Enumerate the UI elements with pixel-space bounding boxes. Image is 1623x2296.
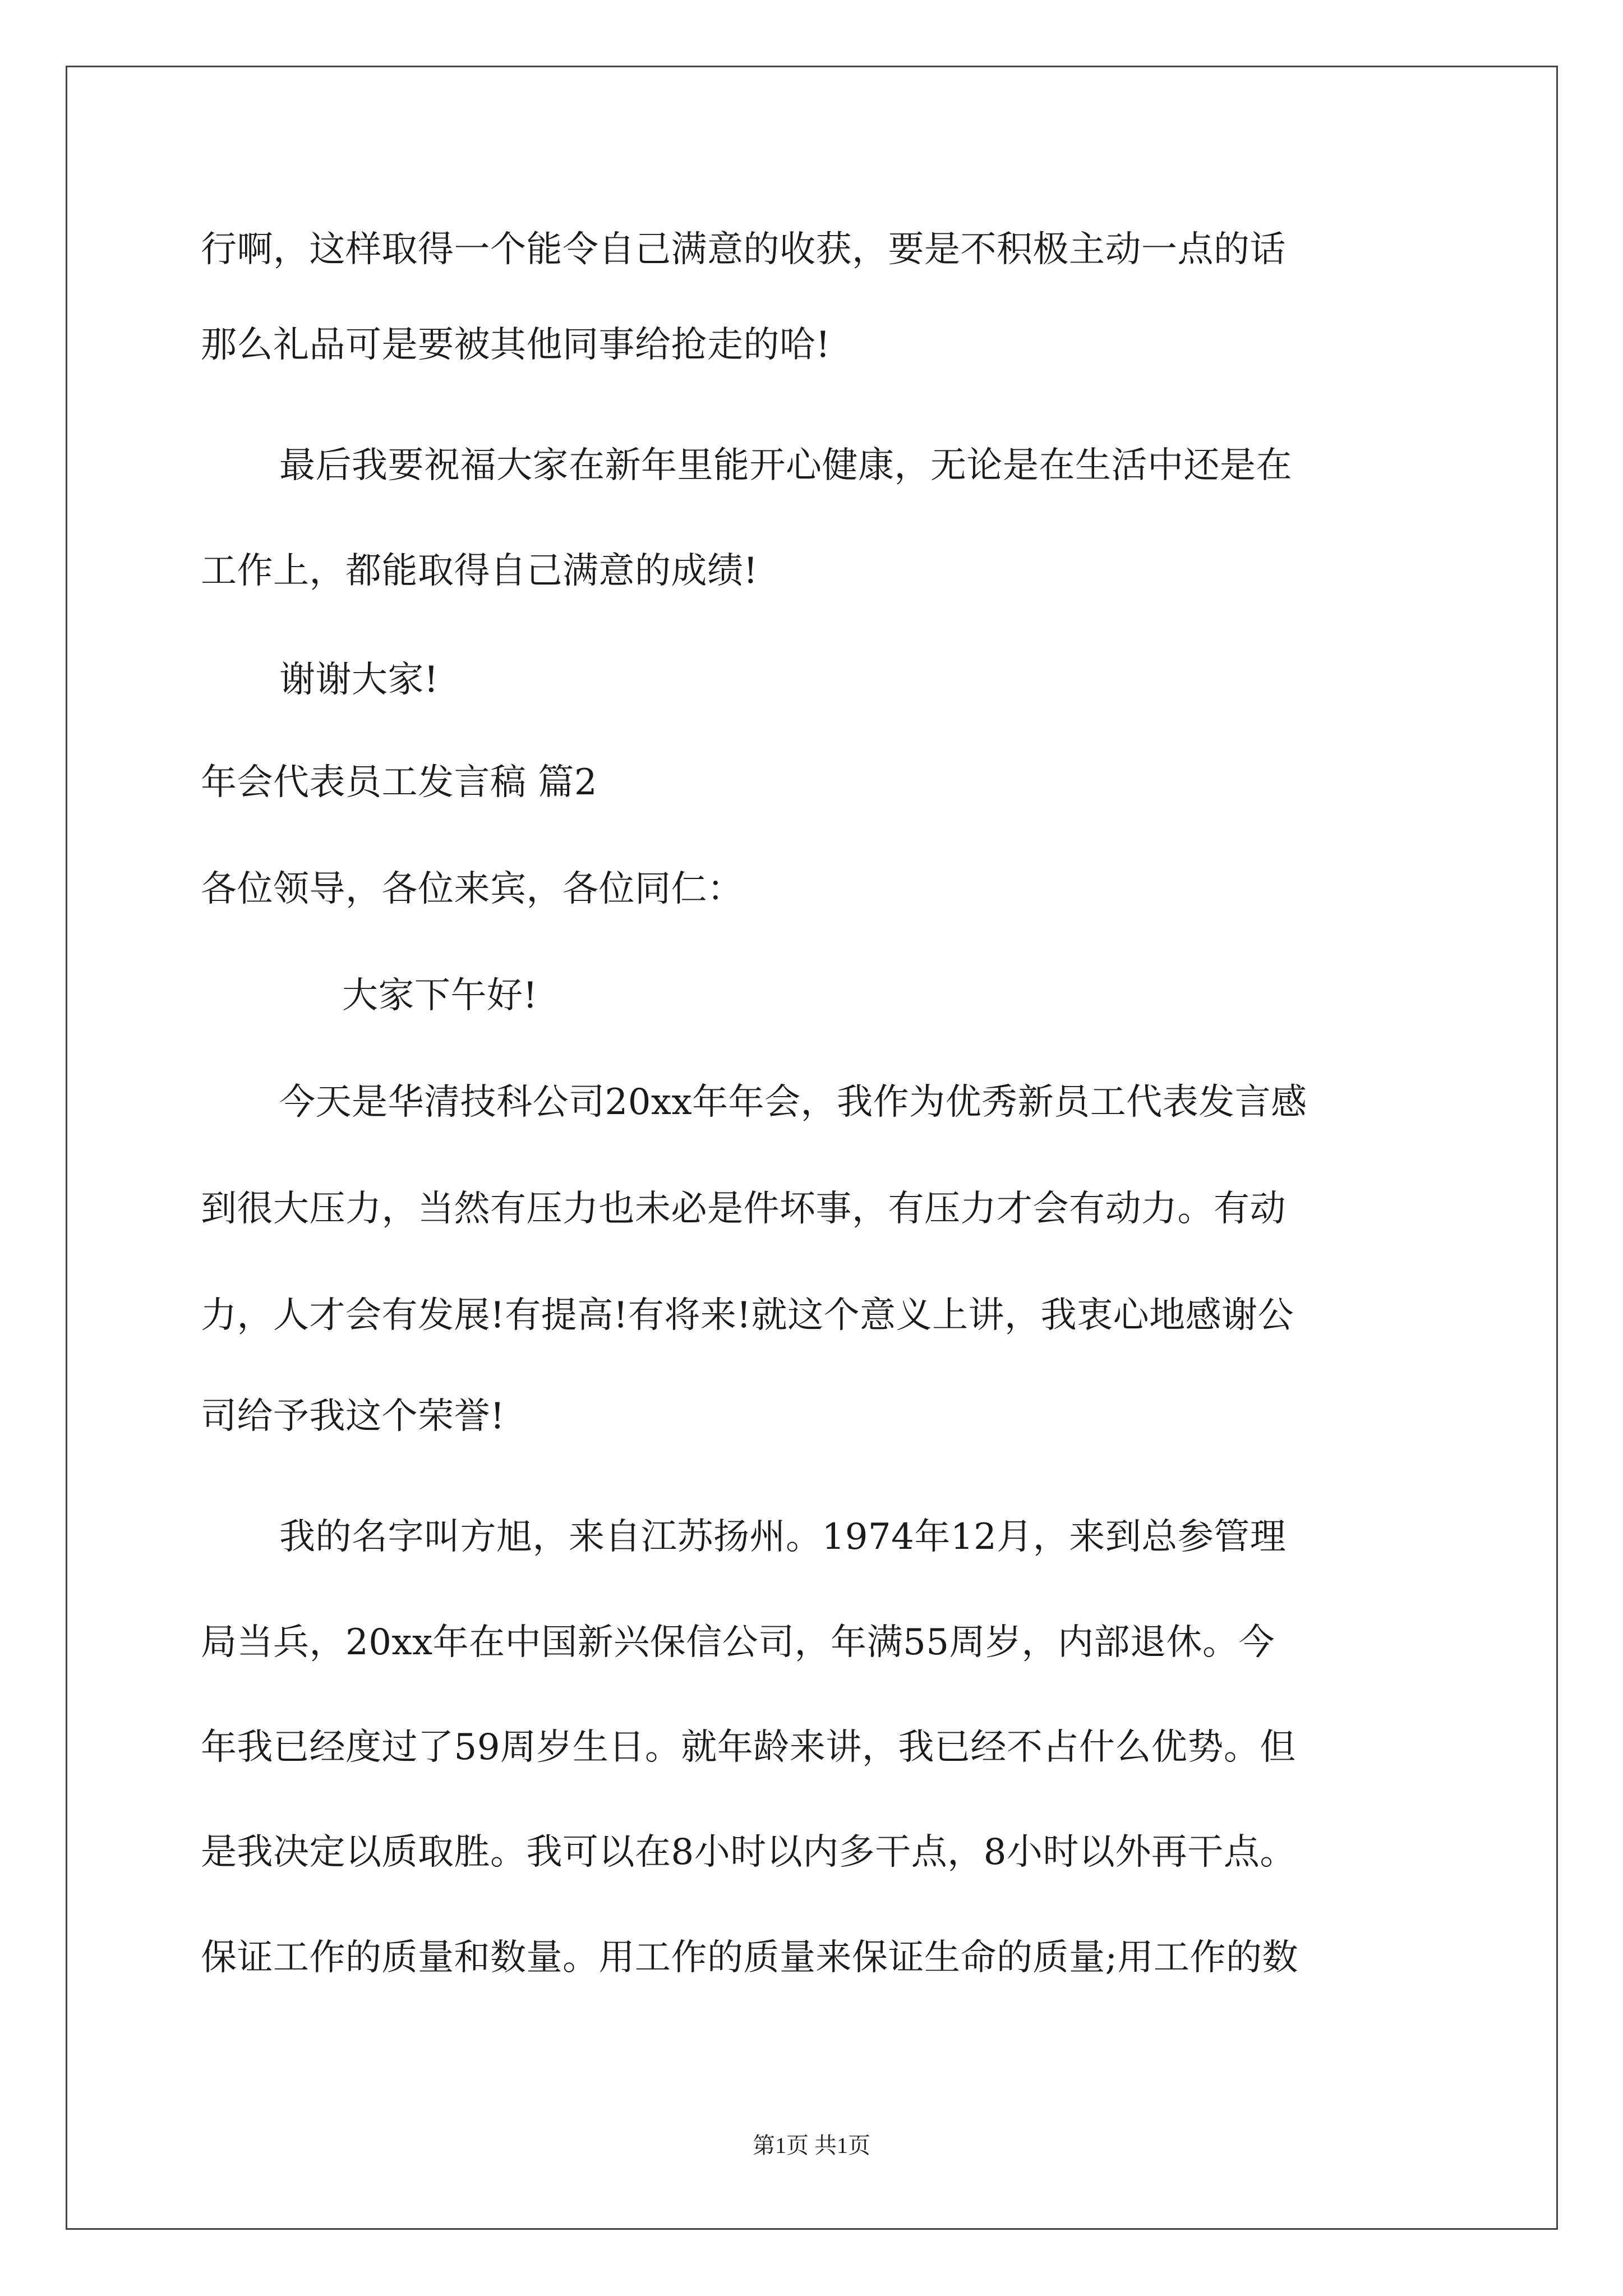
text-line: 工作上，都能取得自己满意的成绩! — [201, 550, 758, 592]
text-line: 行啊，这样取得一个能令自己满意的收获，要是不积极主动一点的话 — [201, 229, 1286, 270]
text-line: 是我决定以质取胜。我可以在8小时以内多干点，8小时以外再干点。 — [201, 1832, 1296, 1873]
text-line: 力，人才会有发展!有提高!有将来!就这个意义上讲，我衷心地感谢公 — [201, 1295, 1294, 1336]
text-line: 到很大压力，当然有压力也未必是件坏事，有压力才会有动力。有动 — [201, 1188, 1286, 1230]
salutation: 各位领导，各位来宾，各位同仁： — [201, 868, 744, 910]
text-line: 局当兵，20xx年在中国新兴保信公司，年满55周岁，内部退休。今 — [201, 1622, 1275, 1663]
greeting: 大家下午好! — [342, 975, 538, 1016]
text-line: 保证工作的质量和数量。用工作的质量来保证生命的质量;用工作的数 — [201, 1937, 1299, 1978]
text-line: 最后我要祝福大家在新年里能开心健康，无论是在生活中还是在 — [279, 445, 1292, 486]
page-border — [66, 66, 1558, 2230]
text-line: 我的名字叫方旭，来自江苏扬州。1974年12月，来到总参管理 — [279, 1516, 1287, 1558]
text-line: 司给予我这个荣誉! — [201, 1396, 505, 1437]
page-footer: 第1页 共1页 — [753, 2133, 870, 2158]
text-line: 那么礼品可是要被其他同事给抢走的哈! — [201, 324, 831, 366]
text-line: 年我已经度过了59周岁生日。就年龄来讲，我已经不占什么优势。但 — [201, 1727, 1296, 1768]
text-line: 今天是华清技科公司20xx年年会，我作为优秀新员工代表发言感 — [279, 1082, 1307, 1123]
text-line: 谢谢大家! — [279, 659, 439, 701]
section-heading: 年会代表员工发言稿 篇2 — [201, 762, 598, 803]
